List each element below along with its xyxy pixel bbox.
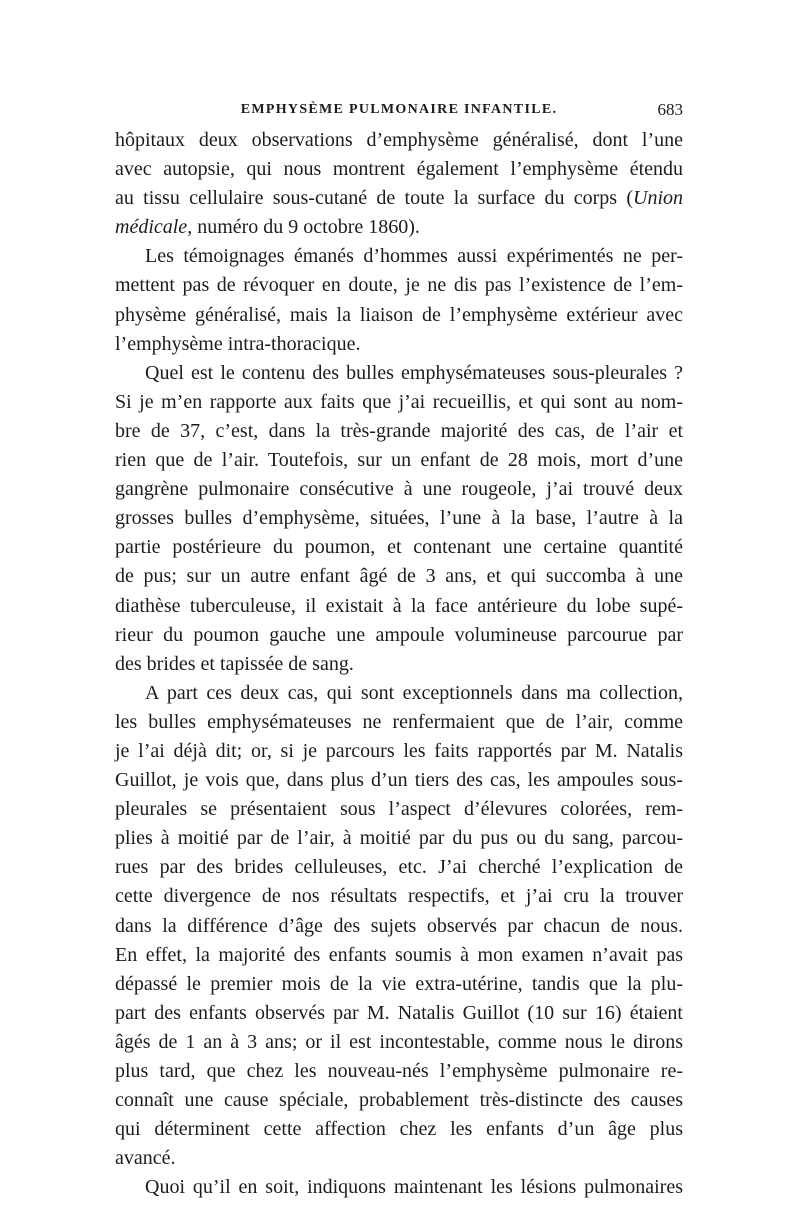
page-number: 683 <box>657 100 683 119</box>
text-line: physème généralisé, mais la liaison de l’emphysème extérieur avec <box>115 303 683 326</box>
text-line: âgés de 1 an à 3 ans; or il est incontestable, comme nous le dirons <box>115 1030 683 1053</box>
running-title: EMPHYSÈME PULMONAIRE INFANTILE. <box>240 102 558 117</box>
text-line: avancé. <box>115 1147 176 1170</box>
text-line: En effet, la majorité des enfants soumis à mon examen n’avait pas <box>115 943 683 966</box>
text-line: part des enfants observés par M. Natalis Guillot (10 sur 16) étaient <box>115 1001 683 1024</box>
text-line: gangrène pulmonaire consécutive à une rougeole, j’ai trouvé deux <box>115 478 683 501</box>
text-line: qui déterminent cette affection chez les enfants d’un âge plus <box>115 1118 683 1141</box>
text-line: au tissu cellulaire sous-cutané de toute la surface du corps (Union <box>115 187 683 210</box>
text-line: grosses bulles d’emphysème, situées, l’une à la base, l’autre à la <box>115 507 683 530</box>
page-header <box>115 100 683 124</box>
text-line: cette divergence de nos résultats respectifs, et j’ai cru la trouver <box>115 885 683 908</box>
text-line: mettent pas de révoquer en doute, je ne dis pas l’existence de l’em- <box>115 274 683 297</box>
text-line: Guillot, je vois que, dans plus d’un tiers des cas, les ampoules sous- <box>115 769 683 792</box>
text-line: Quel est le contenu des bulles emphysémateuses sous-pleurales ? <box>145 361 683 384</box>
text-line: connaît une cause spéciale, probablement très-distincte des causes <box>115 1089 683 1112</box>
text-line: médicale, numéro du 9 octobre 1860). <box>115 216 420 239</box>
text-line: pleurales se présentaient sous l’aspect d’élevures colorées, rem- <box>115 798 683 821</box>
text-line: rien que de l’air. Toutefois, sur un enfant de 28 mois, mort d’une <box>115 449 683 472</box>
text-line: rieur du poumon gauche une ampoule volumineuse parcourue par <box>115 623 683 646</box>
text-line: dans la différence d’âge des sujets observés par chacun de nous. <box>115 914 683 937</box>
text-line: A part ces deux cas, qui sont exceptionnels dans ma collection, <box>145 681 683 704</box>
text-line: avec autopsie, qui nous montrent également l’emphysème étendu <box>115 158 683 181</box>
text-line: plies à moitié par de l’air, à moitié par du pus ou du sang, parcou- <box>115 827 683 850</box>
text-line: je l’ai déjà dit; or, si je parcours les faits rapportés par M. Natalis <box>115 739 683 762</box>
body-text <box>115 126 683 1202</box>
text-line: l’emphysème intra-thoracique. <box>115 332 361 355</box>
text-line: partie postérieure du poumon, et contenant une certaine quantité <box>115 536 683 559</box>
text-line: Les témoignages émanés d’hommes aussi expérimentés ne per- <box>145 245 683 268</box>
text-line: de pus; sur un autre enfant âgé de 3 ans, et qui succomba à une <box>115 565 683 588</box>
text-line: bre de 37, c’est, dans la très-grande majorité des cas, de l’air et <box>115 419 683 442</box>
text-line: les bulles emphysémateuses ne renfermaient que de l’air, comme <box>115 710 683 733</box>
text-line: des brides et tapissée de sang. <box>115 652 354 675</box>
text-line: diathèse tuberculeuse, il existait à la face antérieure du lobe supé- <box>115 594 683 617</box>
text-line: plus tard, que chez les nouveau-nés l’emphysème pulmonaire re- <box>115 1060 683 1082</box>
text-line: Quoi qu’il en soit, indiquons maintenant les lésions pulmonaires <box>145 1176 683 1199</box>
text-line: dépassé le premier mois de la vie extra-utérine, tandis que la plu- <box>115 972 683 995</box>
text-line: Si je m’en rapporte aux faits que j’ai recueillis, et qui sont au nom- <box>115 390 683 413</box>
text-line: rues par des brides celluleuses, etc. J’ai cherché l’explication de <box>115 856 683 879</box>
text-line: hôpitaux deux observations d’emphysème généralisé, dont l’une <box>115 129 683 151</box>
